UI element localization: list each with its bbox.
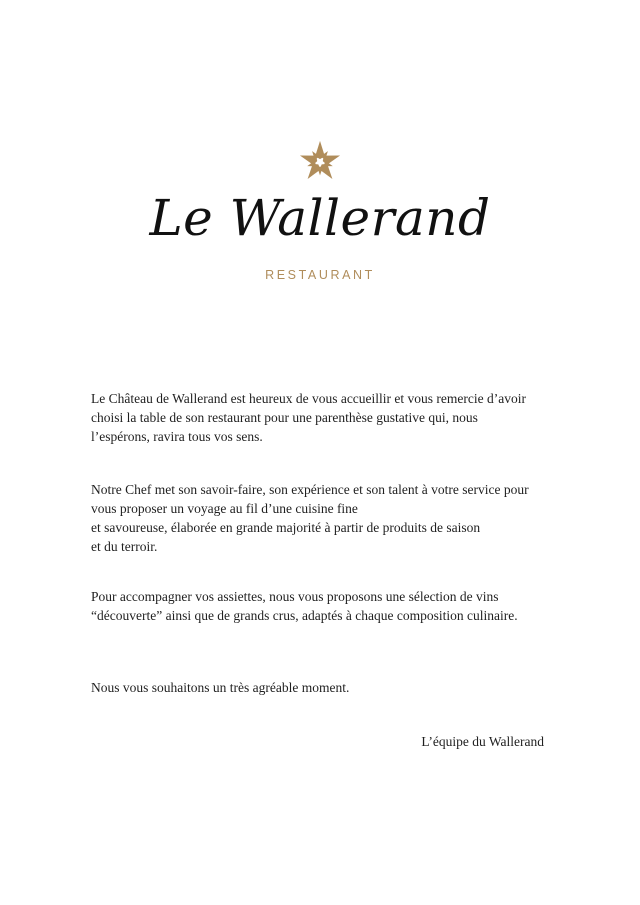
paragraph-line: Pour accompagner vos assiettes, nous vous proposons une sélection de vins: [91, 589, 499, 604]
star-flower-icon: [297, 139, 343, 185]
signature: L’équipe du Wallerand: [421, 734, 544, 749]
paragraph-line: l’espérons, ravira tous vos sens.: [91, 429, 263, 444]
paragraph-line: et du terroir.: [91, 539, 158, 554]
wine-paragraph: [91, 587, 561, 625]
welcome-paragraph: [91, 389, 561, 446]
brand-subtitle: RESTAURANT: [265, 268, 375, 282]
chef-paragraph: [91, 480, 561, 556]
brand-logo-text: Le Wallerand: [149, 189, 491, 247]
paragraph-line: Notre Chef met son savoir-faire, son expérience et son talent à votre service pour: [91, 482, 529, 497]
paragraph-line: Le Château de Wallerand est heureux de vous accueillir et vous remercie d’avoir: [91, 391, 526, 406]
paragraph-line: et savoureuse, élaborée en grande majorité à partir de produits de saison: [91, 520, 481, 535]
closing-paragraph: [91, 678, 561, 697]
paragraph-line: choisi la table de son restaurant pour une parenthèse gustative qui, nous: [91, 410, 478, 425]
paragraph-line: vous proposer un voyage au fil d’une cuisine fine: [91, 501, 358, 516]
paragraph-line: Nous vous souhaitons un très agréable moment.: [91, 680, 350, 695]
paragraph-line: “découverte” ainsi que de grands crus, adaptés à chaque composition culinaire.: [91, 608, 518, 623]
